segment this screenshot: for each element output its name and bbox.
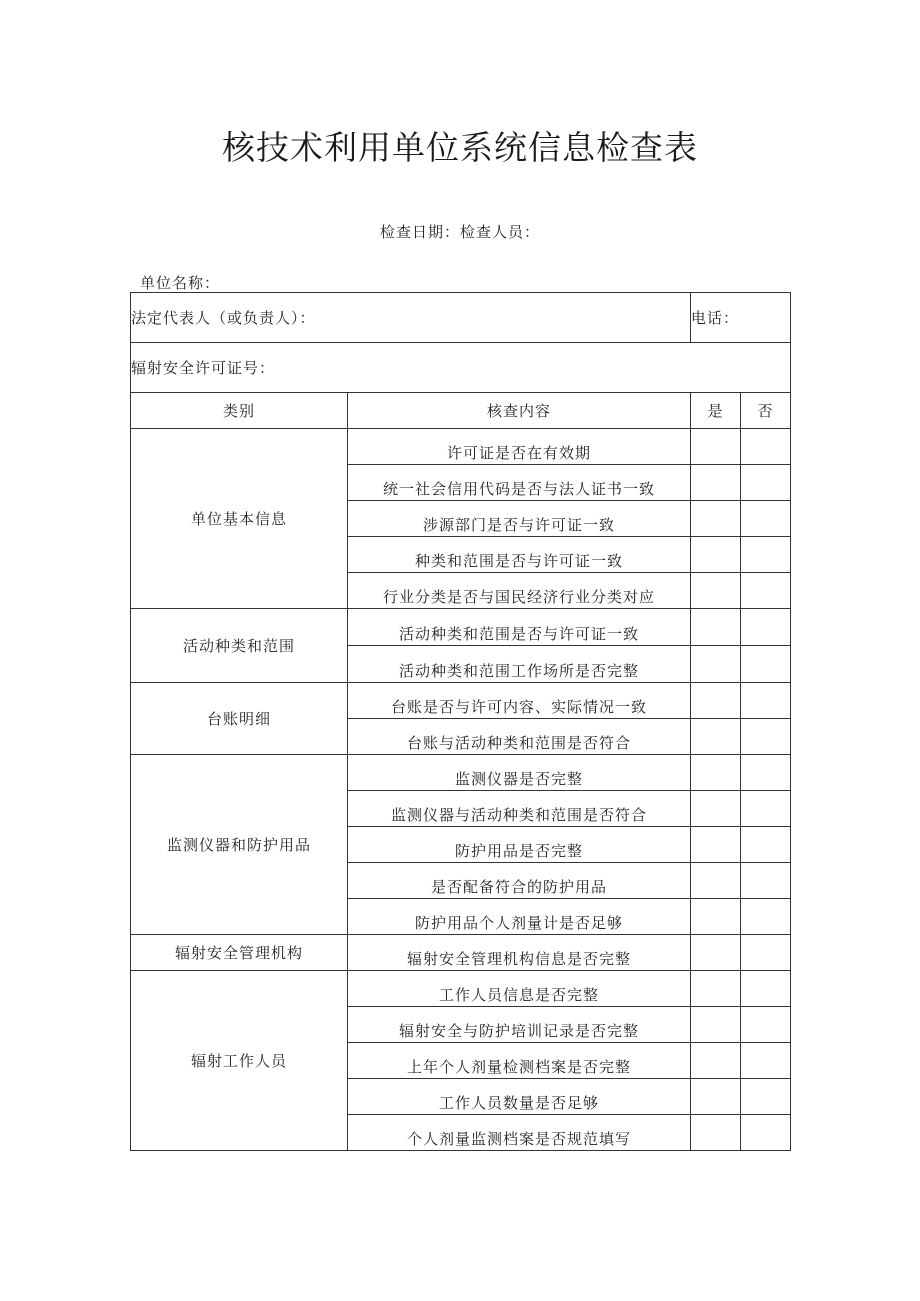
category-cell: 辐射安全管理机构 <box>131 935 348 971</box>
no-checkbox-cell[interactable] <box>741 501 791 537</box>
yes-checkbox-cell[interactable] <box>691 827 741 863</box>
unit-name-label: 单位名称： <box>140 274 221 292</box>
no-checkbox-cell[interactable] <box>741 573 791 609</box>
check-item: 统一社会信用代码是否与法人证书一致 <box>348 465 691 501</box>
no-checkbox-cell[interactable] <box>741 863 791 899</box>
check-item: 种类和范围是否与许可证一致 <box>348 537 691 573</box>
table-row <box>131 935 791 971</box>
header-category: 类别 <box>131 393 348 429</box>
yes-checkbox-cell[interactable] <box>691 429 741 465</box>
category-cell: 台账明细 <box>131 683 348 755</box>
check-item: 是否配备符合的防护用品 <box>348 863 691 899</box>
header-content: 核查内容 <box>348 393 691 429</box>
no-checkbox-cell[interactable] <box>741 465 791 501</box>
header-row <box>131 393 791 429</box>
no-checkbox-cell[interactable] <box>741 1043 791 1079</box>
inspection-date-inspector-line: 检查日期：检查人员： <box>379 223 540 241</box>
check-item: 工作人员数量是否足够 <box>348 1079 691 1115</box>
yes-checkbox-cell[interactable] <box>691 1079 741 1115</box>
phone-field[interactable]: 电话： <box>691 293 791 343</box>
yes-checkbox-cell[interactable] <box>691 791 741 827</box>
table-row <box>131 609 791 646</box>
check-item: 监测仪器与活动种类和范围是否符合 <box>348 791 691 827</box>
check-item: 上年个人剂量检测档案是否完整 <box>348 1043 691 1079</box>
yes-checkbox-cell[interactable] <box>691 1043 741 1079</box>
yes-checkbox-cell[interactable] <box>691 863 741 899</box>
no-checkbox-cell[interactable] <box>741 719 791 755</box>
header-no: 否 <box>741 393 791 429</box>
no-checkbox-cell[interactable] <box>741 1115 791 1151</box>
check-item: 涉源部门是否与许可证一致 <box>348 501 691 537</box>
yes-checkbox-cell[interactable] <box>691 609 741 646</box>
check-item: 防护用品是否完整 <box>348 827 691 863</box>
yes-checkbox-cell[interactable] <box>691 501 741 537</box>
yes-checkbox-cell[interactable] <box>691 646 741 683</box>
no-checkbox-cell[interactable] <box>741 429 791 465</box>
no-checkbox-cell[interactable] <box>741 791 791 827</box>
no-checkbox-cell[interactable] <box>741 935 791 971</box>
yes-checkbox-cell[interactable] <box>691 935 741 971</box>
check-item: 行业分类是否与国民经济行业分类对应 <box>348 573 691 609</box>
check-item: 辐射安全管理机构信息是否完整 <box>348 935 691 971</box>
license-number-field[interactable]: 辐射安全许可证号： <box>131 343 791 393</box>
no-checkbox-cell[interactable] <box>741 755 791 791</box>
no-checkbox-cell[interactable] <box>741 827 791 863</box>
page-title: 核技术利用单位系统信息检查表 <box>222 128 698 167</box>
check-item: 活动种类和范围工作场所是否完整 <box>348 646 691 683</box>
legal-rep-row <box>131 293 791 343</box>
check-item: 辐射安全与防护培训记录是否完整 <box>348 1007 691 1043</box>
inspection-table <box>130 292 791 1151</box>
no-checkbox-cell[interactable] <box>741 1079 791 1115</box>
check-item: 台账是否与许可内容、实际情况一致 <box>348 683 691 719</box>
check-item: 个人剂量监测档案是否规范填写 <box>348 1115 691 1151</box>
yes-checkbox-cell[interactable] <box>691 719 741 755</box>
license-row <box>131 343 791 393</box>
yes-checkbox-cell[interactable] <box>691 971 741 1007</box>
category-cell: 监测仪器和防护用品 <box>131 755 348 935</box>
no-checkbox-cell[interactable] <box>741 971 791 1007</box>
yes-checkbox-cell[interactable] <box>691 537 741 573</box>
no-checkbox-cell[interactable] <box>741 609 791 646</box>
check-item: 防护用品个人剂量计是否足够 <box>348 899 691 935</box>
yes-checkbox-cell[interactable] <box>691 683 741 719</box>
table-row <box>131 971 791 1007</box>
check-item: 工作人员信息是否完整 <box>348 971 691 1007</box>
no-checkbox-cell[interactable] <box>741 646 791 683</box>
yes-checkbox-cell[interactable] <box>691 755 741 791</box>
category-cell: 单位基本信息 <box>131 429 348 609</box>
check-item: 台账与活动种类和范围是否符合 <box>348 719 691 755</box>
check-item: 活动种类和范围是否与许可证一致 <box>348 609 691 646</box>
table-row <box>131 683 791 719</box>
check-item: 监测仪器是否完整 <box>348 755 691 791</box>
table-row <box>131 755 791 791</box>
no-checkbox-cell[interactable] <box>741 1007 791 1043</box>
yes-checkbox-cell[interactable] <box>691 1115 741 1151</box>
table-row <box>131 429 791 465</box>
yes-checkbox-cell[interactable] <box>691 573 741 609</box>
check-item: 许可证是否在有效期 <box>348 429 691 465</box>
header-yes: 是 <box>691 393 741 429</box>
legal-rep-field[interactable]: 法定代表人（或负责人）： <box>131 293 691 343</box>
category-cell: 辐射工作人员 <box>131 971 348 1151</box>
no-checkbox-cell[interactable] <box>741 537 791 573</box>
yes-checkbox-cell[interactable] <box>691 465 741 501</box>
yes-checkbox-cell[interactable] <box>691 1007 741 1043</box>
category-cell: 活动种类和范围 <box>131 609 348 683</box>
yes-checkbox-cell[interactable] <box>691 899 741 935</box>
no-checkbox-cell[interactable] <box>741 899 791 935</box>
no-checkbox-cell[interactable] <box>741 683 791 719</box>
